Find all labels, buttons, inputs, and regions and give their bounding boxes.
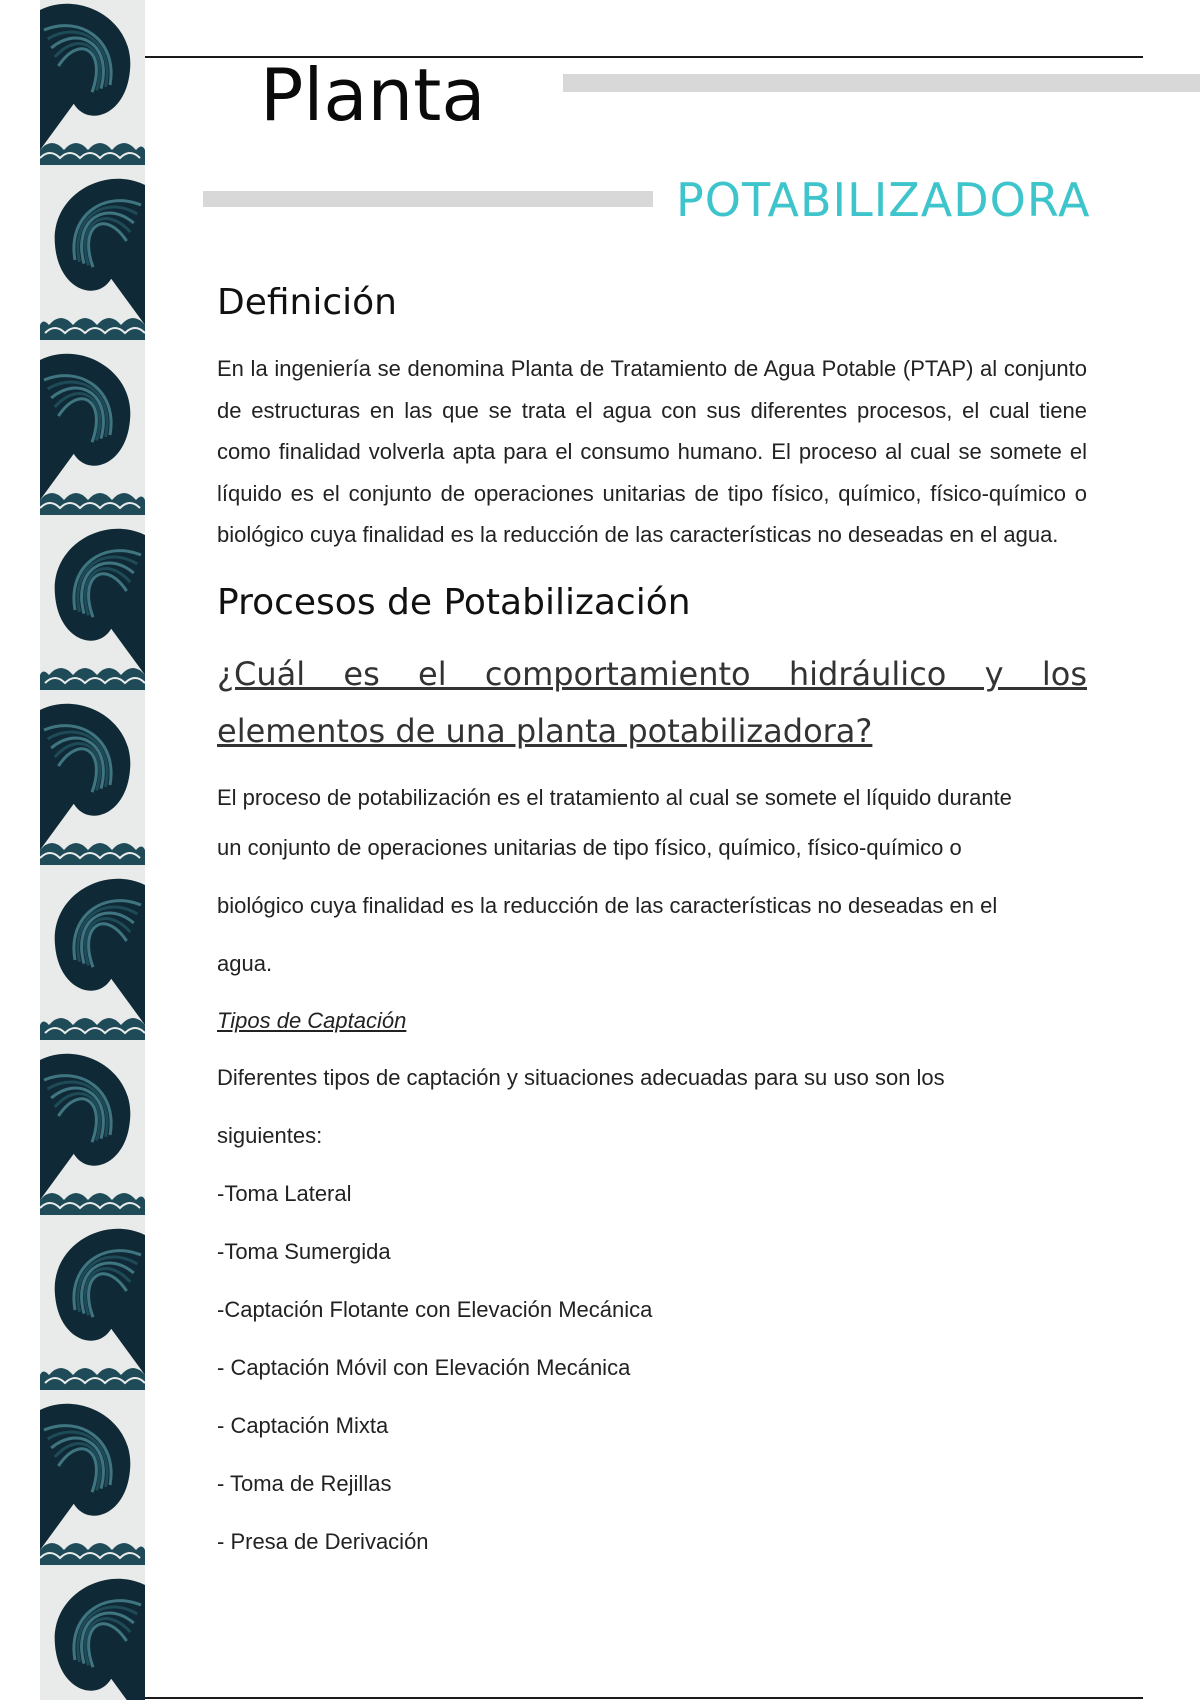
list-item: - Toma de Rejillas <box>217 1470 392 1496</box>
wave-tile <box>40 4 145 165</box>
list-item: - Presa de Derivación <box>217 1528 429 1554</box>
page-title: Planta <box>260 53 486 137</box>
list-item: -Toma Sumergida <box>217 1238 391 1264</box>
processes-line: un conjunto de operaciones unitarias de tipo físico, químico, físico-químico o <box>217 834 962 860</box>
processes-heading: Procesos de Potabilización <box>217 581 691 623</box>
list-item: - Captación Móvil con Elevación Mecánica <box>217 1354 631 1380</box>
question-heading: ¿Cuál es el comportamiento hidráulico y los elementos de una planta potabilizadora? <box>217 654 1087 750</box>
list-item: -Captación Flotante con Elevación Mecánica <box>217 1296 653 1322</box>
wave-tile <box>40 704 145 865</box>
wave-tile <box>40 1229 145 1390</box>
wave-tile <box>40 1404 145 1565</box>
wave-tile <box>40 529 145 690</box>
list-item: - Captación Mixta <box>217 1412 389 1438</box>
processes-line: biológico cuya finalidad es la reducción de las características no deseadas en el <box>217 892 998 918</box>
definition-paragraph: En la ingeniería se denomina Planta de Tratamiento de Agua Potable (PTAP) al conjunto de estructuras en las que se trata el agua con sus diferentes procesos, el cual tiene como finalidad volverla apta para el consumo humano. El proceso al cual se somete el líquido es el conjunto de operaciones unitarias de tipo físico, químico, físico-químico o biológico cuya finalidad es la reducción de las características no deseadas en el agua. <box>217 356 1087 548</box>
capture-intro-line: siguientes: <box>217 1122 323 1148</box>
wave-tile <box>40 879 145 1040</box>
processes-paragraph: El proceso de potabilización es el tratamiento al cual se somete el líquido durante <box>217 784 1012 810</box>
capture-types-list <box>217 1165 1087 1571</box>
wave-tile <box>40 1054 145 1215</box>
decorative-bar-top <box>563 74 1200 92</box>
wave-tile <box>40 179 145 340</box>
list-item: -Toma Lateral <box>217 1180 352 1206</box>
wave-pattern-icon <box>40 0 145 1700</box>
document-body <box>217 270 1087 1571</box>
processes-line: agua. <box>217 950 273 976</box>
bottom-divider <box>145 1697 1143 1699</box>
wave-tile <box>40 1579 145 1700</box>
wave-tile <box>40 354 145 515</box>
page-subtitle: POTABILIZADORA <box>676 173 1091 227</box>
decorative-bar-middle <box>203 191 653 207</box>
definition-heading: Definición <box>217 282 397 323</box>
capture-types-heading: Tipos de Captación <box>217 1007 407 1033</box>
wave-pattern-border <box>40 0 145 1700</box>
capture-intro-line: Diferentes tipos de captación y situaciones adecuadas para su uso son los <box>217 1064 945 1090</box>
